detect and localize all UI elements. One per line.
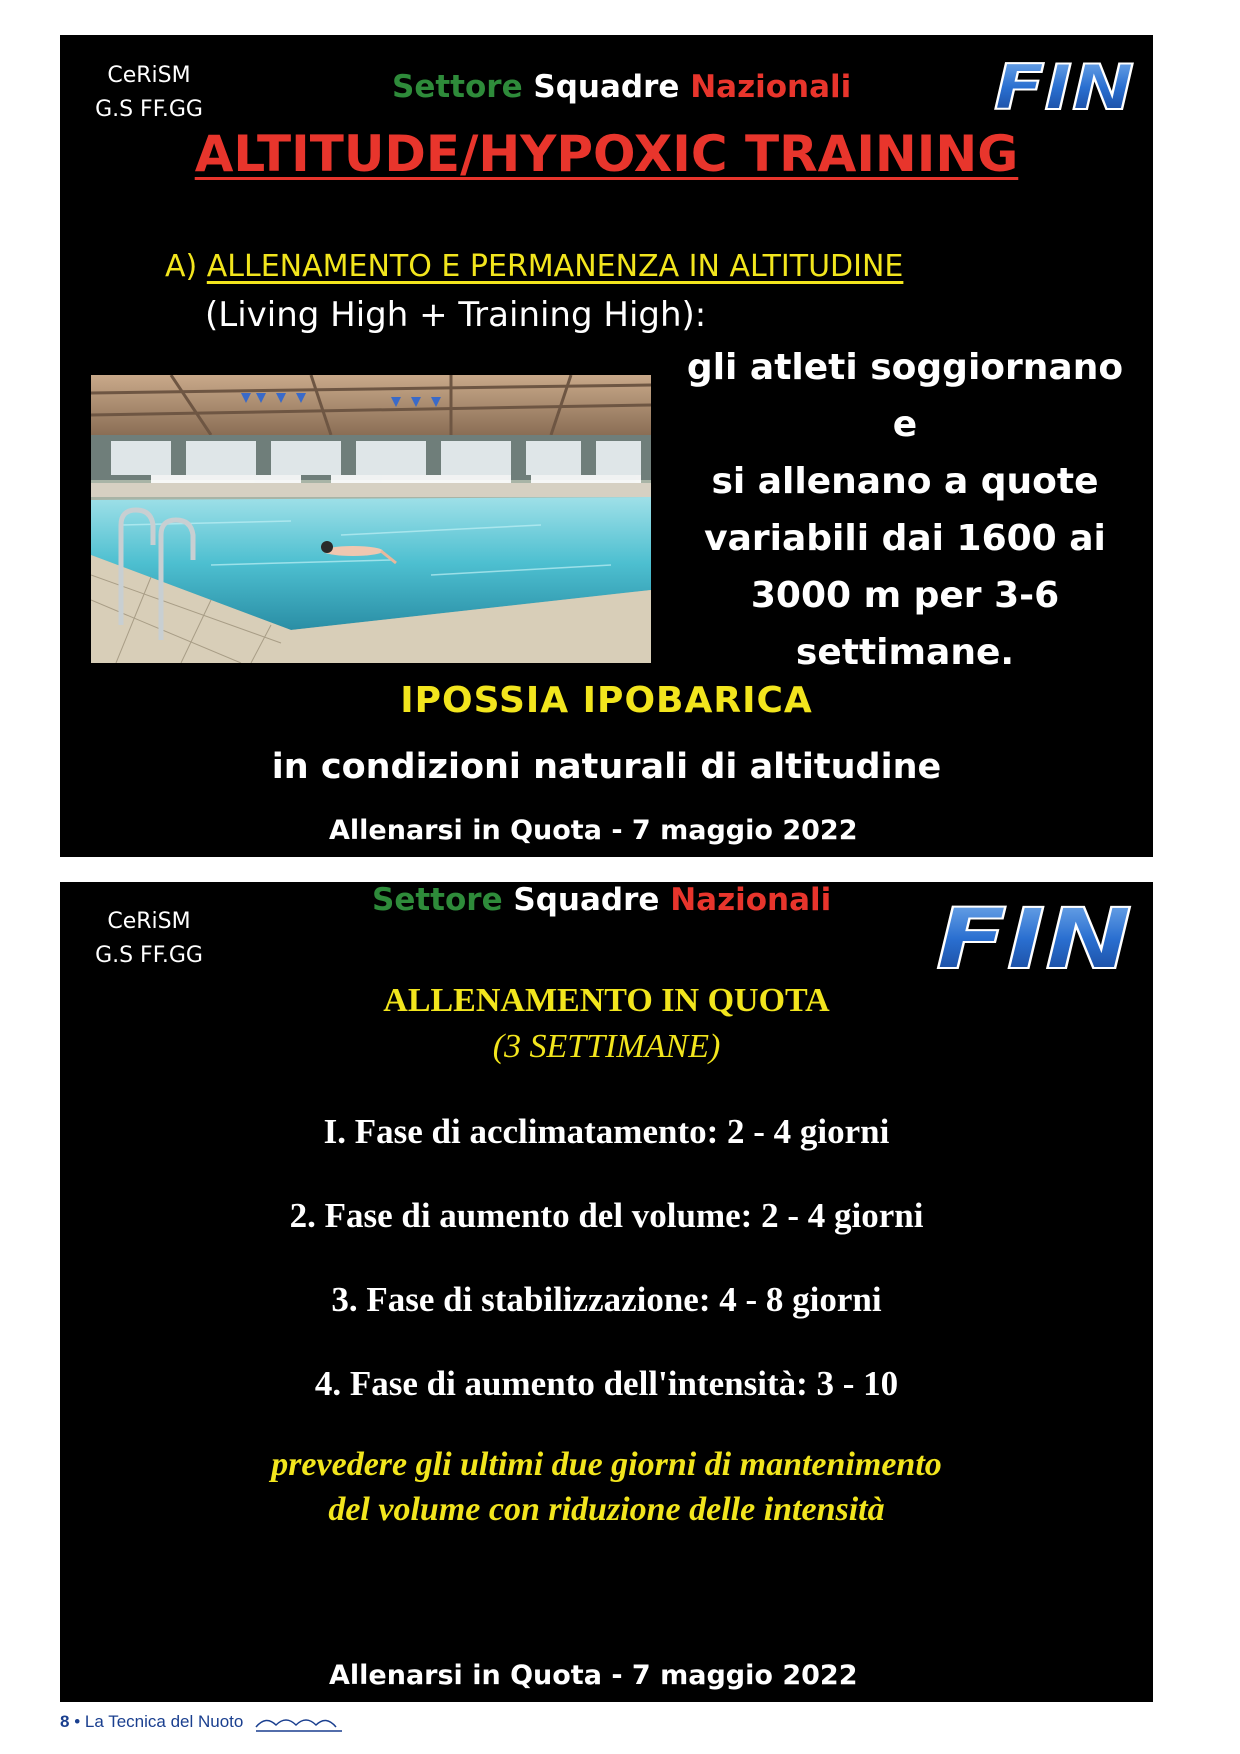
- description-line: variabili dai 1600 ai: [704, 518, 1106, 559]
- page-footer: [60, 1712, 344, 1733]
- org-line-1: CeRiSM: [107, 909, 191, 934]
- header-settore: [372, 882, 831, 918]
- org-label: [74, 59, 224, 127]
- phase-item: 4. Fase di aumento dell'intensità: 3 - 10: [314, 1364, 899, 1403]
- slide-allenamento-in-quota: [60, 882, 1153, 1702]
- org-label: [74, 905, 224, 973]
- pool-photo: [91, 375, 651, 663]
- highlight-ipossia: IPOSSIA IPOBARICA: [400, 680, 813, 721]
- section-a-heading: [165, 249, 903, 284]
- header-word-3: Nazionali: [670, 882, 832, 918]
- org-line-1: CeRiSM: [107, 63, 191, 88]
- slide-footer: Allenarsi in Quota - 7 maggio 2022: [329, 815, 858, 846]
- section-a-subtitle: (Living High + Training High):: [205, 295, 707, 335]
- fin-logo: [990, 55, 1140, 117]
- title-line-2: (3 SETTIMANE): [492, 1028, 721, 1065]
- publication-name: La Tecnica del Nuoto: [84, 1712, 244, 1731]
- footer-separator: •: [74, 1712, 81, 1731]
- phase-item: 2. Fase di aumento del volume: 2 - 4 giorni: [289, 1196, 924, 1235]
- section-a-prefix: A): [165, 249, 198, 284]
- org-line-2: G.S FF.GG: [95, 943, 203, 968]
- description-text: [670, 339, 1140, 681]
- svg-text:FIN: FIN: [936, 894, 1132, 978]
- slide-footer: Allenarsi in Quota - 7 maggio 2022: [329, 1660, 858, 1691]
- header-word-1: Settore: [392, 69, 523, 105]
- header-word-2: Squadre: [513, 882, 660, 918]
- slide-altitude-hypoxic-training: [60, 35, 1153, 857]
- note-line-2: del volume con riduzione delle intensità: [328, 1491, 885, 1528]
- phase-item: I. Fase di acclimatamento: 2 - 4 giorni: [323, 1112, 890, 1151]
- header-word-3: Nazionali: [690, 69, 852, 105]
- svg-text:FIN: FIN: [994, 55, 1134, 117]
- title-line-1: ALLENAMENTO IN QUOTA: [383, 982, 830, 1019]
- phase-item: 3. Fase di stabilizzazione: 4 - 8 giorni: [331, 1280, 882, 1319]
- recommendation-note: [60, 1442, 1153, 1532]
- description-line: 3000 m per 3-6: [750, 575, 1060, 616]
- slide-title: ALTITUDE/HYPOXIC TRAINING: [194, 125, 1019, 183]
- fin-logo: [930, 894, 1140, 978]
- wave-logo-icon: [254, 1713, 344, 1733]
- section-a-label: ALLENAMENTO E PERMANENZA IN ALTITUDINE: [206, 249, 904, 284]
- description-line: gli atleti soggiornano e: [686, 347, 1124, 445]
- org-line-2: G.S FF.GG: [95, 97, 203, 122]
- description-line: settimane.: [795, 632, 1015, 673]
- header-settore: [392, 69, 851, 105]
- note-line-1: prevedere gli ultimi due giorni di mantenimento: [271, 1446, 942, 1483]
- header-word-2: Squadre: [533, 69, 680, 105]
- slide-title: [60, 978, 1153, 1070]
- description-line: si allenano a quote: [711, 461, 1099, 502]
- page-number: 8: [60, 1712, 70, 1731]
- condition-text: in condizioni naturali di altitudine: [271, 747, 942, 787]
- header-word-1: Settore: [372, 882, 503, 918]
